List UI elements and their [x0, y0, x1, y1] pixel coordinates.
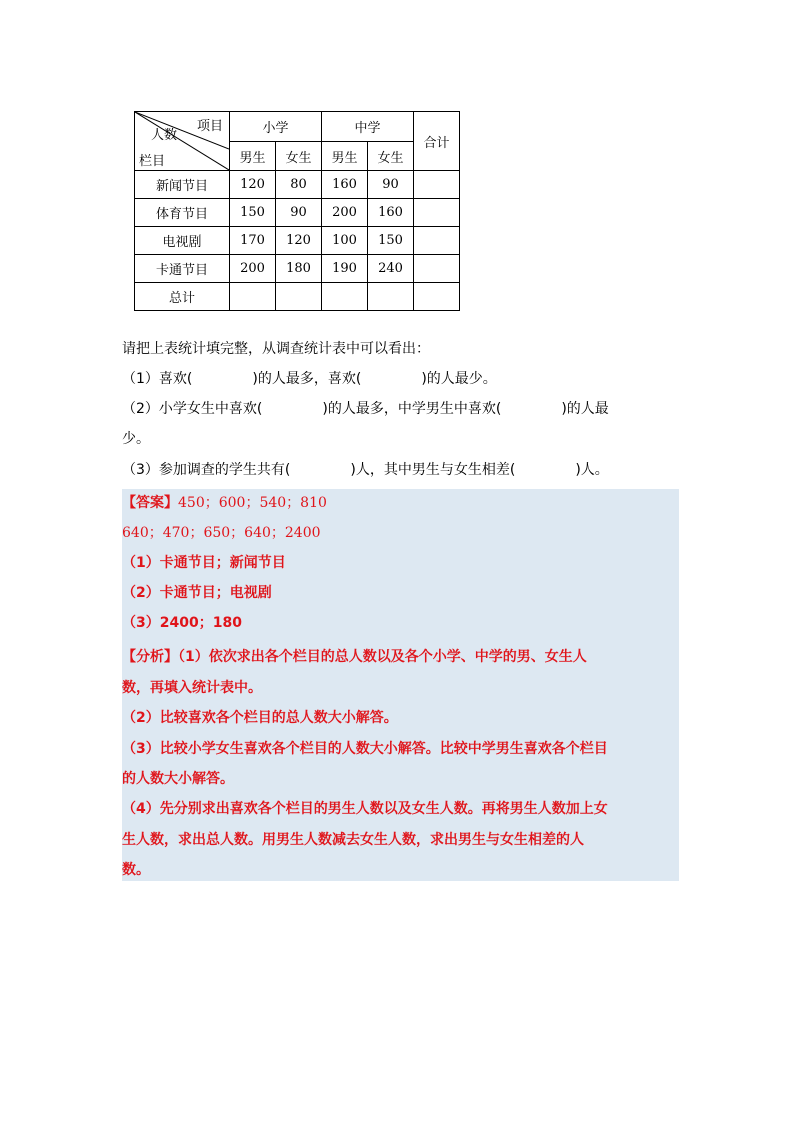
total-cell — [414, 255, 460, 283]
answer-line-4: （2）卡通节目；电视剧 — [122, 585, 272, 601]
table-cell: 90 — [276, 199, 322, 227]
row-label: 体育节目 — [135, 199, 230, 227]
table-cell: 160 — [368, 199, 414, 227]
answer-values: 640；470；650；640；2400 — [122, 525, 321, 541]
group-primary: 小学 — [230, 112, 322, 142]
analysis-line-7: 生人数，求出总人数。用男生人数减去女生人数，求出男生与女生相差的人 — [122, 832, 584, 848]
table-cell — [276, 283, 322, 311]
row-label: 总计 — [135, 283, 230, 311]
analysis-line-2: 数，再填入统计表中。 — [122, 680, 262, 696]
total-cell — [414, 199, 460, 227]
question-3 — [122, 460, 609, 480]
analysis-line-1 — [122, 647, 587, 667]
subheader-girls: 女生 — [368, 142, 414, 171]
question-text: （1）喜欢( — [122, 371, 193, 387]
table-row-total — [135, 283, 460, 311]
analysis-line-6: （4）先分别求出喜欢各个栏目的男生人数以及女生人数。再将男生人数加上女 — [122, 801, 608, 817]
total-cell — [414, 227, 460, 255]
question-text: )的人最 — [561, 401, 609, 417]
analysis-text: （1）依次求出各个栏目的总人数以及各个小学、中学的男、女生人 — [178, 649, 587, 665]
diagonal-header-cell — [135, 112, 230, 171]
table-cell — [322, 283, 368, 311]
question-text: )的人最少。 — [421, 371, 497, 387]
row-label: 新闻节目 — [135, 171, 230, 199]
question-1 — [122, 369, 497, 389]
subheader-boys: 男生 — [322, 142, 368, 171]
table-cell: 200 — [230, 255, 276, 283]
table-cell: 90 — [368, 171, 414, 199]
table-cell: 150 — [230, 199, 276, 227]
answer-line-5: （3）2400；180 — [122, 615, 242, 631]
table-cell: 150 — [368, 227, 414, 255]
table-cell: 190 — [322, 255, 368, 283]
answer-line-3: （1）卡通节目；新闻节目 — [122, 555, 286, 571]
question-text: )人。 — [575, 462, 609, 478]
table-cell: 120 — [276, 227, 322, 255]
question-text: )人，其中男生与女生相差( — [350, 462, 516, 478]
table-cell: 170 — [230, 227, 276, 255]
table-row — [135, 227, 460, 255]
question-2 — [122, 399, 609, 419]
analysis-tag: 【分析】 — [122, 649, 178, 665]
header-people-label: 人数 — [151, 128, 178, 143]
analysis-line-4: （3）比较小学女生喜欢各个栏目的人数大小解答。比较中学男生喜欢各个栏目 — [122, 741, 608, 757]
answer-line-2 — [122, 523, 321, 543]
table-row — [135, 199, 460, 227]
header-item-label: 项目 — [197, 119, 224, 134]
question-2-continued: 少。 — [122, 431, 150, 447]
subheader-boys: 男生 — [230, 142, 276, 171]
question-text: )的人最多，中学男生中喜欢( — [322, 401, 502, 417]
total-column-header: 合计 — [414, 112, 460, 171]
question-text: （3）参加调查的学生共有( — [122, 462, 291, 478]
question-text: )的人最多，喜欢( — [252, 371, 362, 387]
table-cell — [368, 283, 414, 311]
table-row — [135, 255, 460, 283]
question-text: （2）小学女生中喜欢( — [122, 401, 263, 417]
table-cell: 80 — [276, 171, 322, 199]
table-cell: 120 — [230, 171, 276, 199]
analysis-line-3: （2）比较喜欢各个栏目的总人数大小解答。 — [122, 710, 398, 726]
table-cell: 160 — [322, 171, 368, 199]
table-cell: 200 — [322, 199, 368, 227]
question-intro: 请把上表统计填完整，从调查统计表中可以看出： — [122, 341, 430, 357]
total-cell — [414, 283, 460, 311]
table-row — [135, 171, 460, 199]
table-cell: 240 — [368, 255, 414, 283]
group-middle: 中学 — [322, 112, 414, 142]
row-label: 电视剧 — [135, 227, 230, 255]
analysis-line-5: 的人数大小解答。 — [122, 771, 234, 787]
answer-line-1 — [122, 493, 327, 513]
subheader-girls: 女生 — [276, 142, 322, 171]
table-cell: 100 — [322, 227, 368, 255]
table-cell — [230, 283, 276, 311]
answer-values: 450；600；540；810 — [178, 495, 327, 511]
analysis-line-8: 数。 — [122, 862, 150, 878]
statistics-table — [134, 111, 460, 311]
total-cell — [414, 171, 460, 199]
table-cell: 180 — [276, 255, 322, 283]
answer-tag: 【答案】 — [122, 495, 178, 511]
header-column-label: 栏目 — [139, 154, 166, 169]
row-label: 卡通节目 — [135, 255, 230, 283]
